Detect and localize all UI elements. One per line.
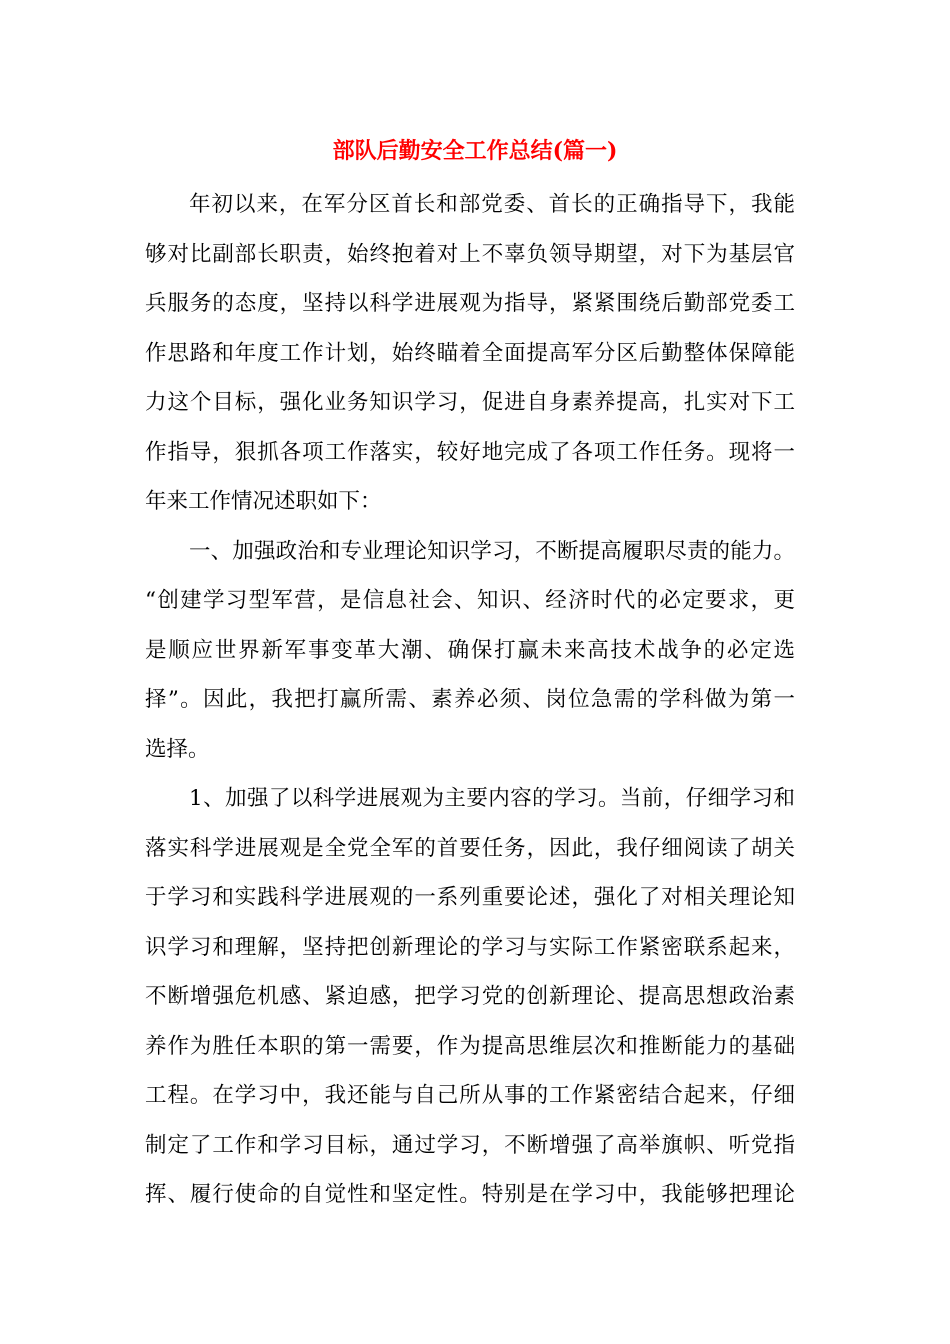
text-line: 于学习和实践科学进展观的一系列重要论述，强化了对相关理论知 [145, 885, 795, 910]
document-body [145, 180, 795, 1220]
text-line: 落实科学进展观是全党全军的首要任务，因此，我仔细阅读了胡关 [145, 835, 795, 861]
text-line: 兵服务的态度，坚持以科学进展观为指导，紧紧围绕后勤部党委工 [145, 291, 795, 316]
text-line: 力这个目标，强化业务知识学习，促进自身素养提高，扎实对下工 [145, 390, 795, 415]
text-line: 挥、履行使命的自觉性和坚定性。特别是在学习中，我能够把理论 [145, 1182, 795, 1207]
text-line: 一、加强政治和专业理论知识学习，不断提高履职尽责的能力。 [189, 538, 795, 564]
document-title: 部队后勤安全工作总结(篇一) [332, 138, 618, 164]
text-line: 养作为胜任本职的第一需要，作为提高思维层次和推断能力的基础 [145, 1033, 795, 1059]
text-line: 选择。 [145, 736, 210, 762]
text-line: 作思路和年度工作计划，始终瞄着全面提高军分区后勤整体保障能 [145, 340, 795, 366]
text-line: 工程。在学习中，我还能与自己所从事的工作紧密结合起来，仔细 [145, 1083, 795, 1108]
text-line: “创建学习型军营，是信息社会、知识、经济时代的必定要求，更 [145, 588, 795, 613]
text-line: 够对比副部长职责，始终抱着对上不辜负领导期望，对下为基层官 [145, 241, 795, 267]
text-line: 不断增强危机感、紧迫感，把学习党的创新理论、提高思想政治素 [145, 984, 795, 1009]
text-line: 年初以来，在军分区首长和部党委、首长的正确指导下，我能 [189, 192, 795, 217]
text-line: 1、加强了以科学进展观为主要内容的学习。当前，仔细学习和 [189, 786, 795, 811]
text-line: 是顺应世界新军事变革大潮、确保打赢未来高技术战争的必定选 [145, 637, 795, 663]
text-line: 制定了工作和学习目标，通过学习，不断增强了高举旗帜、听党指 [145, 1132, 795, 1158]
text-line: 识学习和理解，坚持把创新理论的学习与实际工作紧密联系起来， [145, 934, 795, 960]
text-line: 年来工作情况述职如下： [145, 489, 382, 514]
text-line: 作指导，狠抓各项工作落实，较好地完成了各项工作任务。现将一 [145, 439, 795, 465]
text-line: 择”。因此，我把打赢所需、素养必须、岗位急需的学科做为第一 [145, 687, 795, 712]
